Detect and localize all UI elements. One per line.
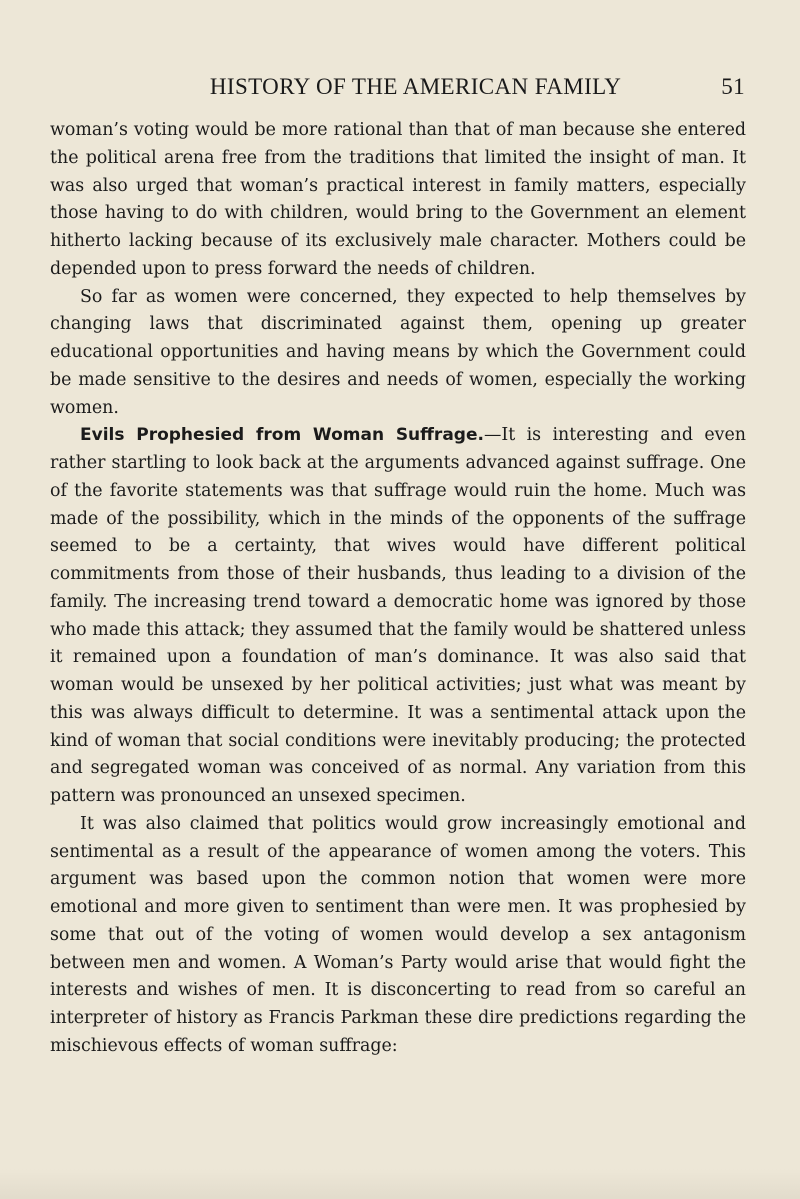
paragraph-text: —It is interesting and even rather startling to look back at the arguments advanced against suffrage. One of the favorite statements was that suffrage would ruin the home. Much was made of the possibility, which in the minds of the opponents of the suffrage seemed to be a certainty, that wives would have different political commitments from those of their husbands, thus leading to a division of the family. The increasing trend toward a democratic home was ignored by those who made this attack; they assumed that the family would be shattered unless it remained upon a foundation of man’s dominance. It was also said that woman would be unsexed by her political activities; just what was meant by this was always difficult to determine. It was a sentimental attack upon the kind of woman that social conditions were inevitably producing; the protected and segregated woman was conceived of as normal. Any variation from this pattern was pronounced an unsexed specimen. xyxy=(50,425,746,806)
paragraph-text: It was also claimed that politics would grow increasingly emotional and sentimental as a result of the appearance of women among the voters. This argument was based upon the common notion that women were more emotional and more given to sentiment than were men. It was prophesied by some that out of the voting of women would develop a sex antagonism between men and women. A Woman’s Party would arise that would fight the interests and wishes of men. It is disconcerting to read from so careful an interpreter of history as Francis Parkman these dire predictions regarding the mischievous effects of woman suffrage: xyxy=(50,813,746,1056)
running-head-title: HISTORY OF THE AMERICAN FAMILY xyxy=(209,74,622,99)
paragraph xyxy=(50,811,746,1061)
body-text xyxy=(50,117,746,1061)
section-side-heading: Evils Prophesied from Woman Suffrage. xyxy=(80,425,484,446)
running-head xyxy=(50,74,745,100)
page-number: 51 xyxy=(721,74,745,99)
page-edge-shadow xyxy=(0,1169,800,1199)
paragraph-text: So far as women were concerned, they expected to help themselves by changing laws that discriminated against them, opening up greater educational opportunities and having means by which the Government could be made sensitive to the desires and needs of women, especially the working women. xyxy=(50,286,746,418)
paragraph-text: woman’s voting would be more rational than that of man because she entered the political arena free from the traditions that limited the insight of man. It was also urged that woman’s practical interest in family matters, especially those having to do with children, would bring to the Government an element hitherto lacking because of its exclusively male character. Mothers could be depended upon to press forward the needs of children. xyxy=(50,120,746,279)
paragraph-with-side-heading xyxy=(50,422,746,811)
paragraph xyxy=(50,284,746,423)
paragraph-continued xyxy=(50,117,746,284)
